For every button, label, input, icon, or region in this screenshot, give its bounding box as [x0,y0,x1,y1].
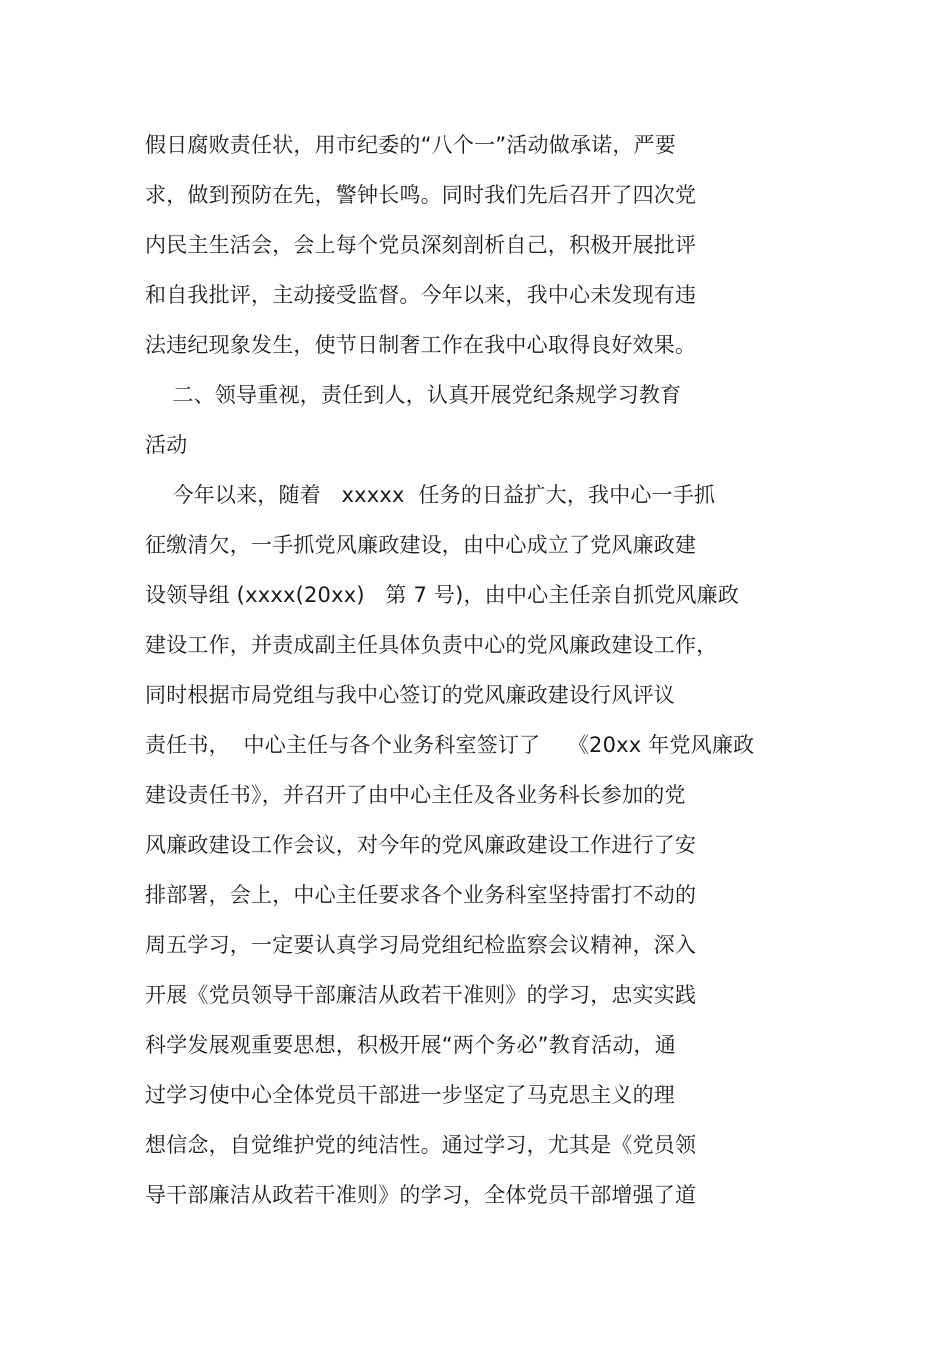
text-line: 导干部廉洁从政若干准则》的学习，全体党员干部增强了道 [145,1183,697,1207]
text-line: 求，做到预防在先，警钟长鸣。同时我们先后召开了四次党 [145,183,697,207]
text-line: 内民主生活会，会上每个党员深刻剖析自己，积极开展批评 [145,233,697,257]
text-line: 建设工作，并责成副主任具体负责中心的党风廉政建设工作， [145,633,718,657]
text-line: 征缴清欠，一手抓党风廉政建设，由中心成立了党风廉政建 [145,533,697,557]
text-line: 过学习使中心全体党员干部进一步坚定了马克思主义的理 [145,1083,675,1107]
text-line: 周五学习，一定要认真学习局党组纪检监察会议精神，深入 [145,933,697,957]
text-line: 和自我批评，主动接受监督。今年以来，我中心未发现有违 [145,283,697,307]
text-line: 同时根据市局党组与我中心签订的党风廉政建设行风评议 [145,683,675,707]
section-heading-line: 二、领导重视，责任到人，认真开展党纪条规学习教育 [145,383,682,407]
text-line: 假日腐败责任状，用市纪委的“八个一”活动做承诺，严要 [145,133,676,157]
text-line: 科学发展观重要思想，积极开展“两个务必”教育活动，通 [145,1033,676,1057]
section-heading-line: 活动 [145,433,188,457]
text-line: 想信念，自觉维护党的纯洁性。通过学习，尤其是《党员领 [145,1133,697,1157]
text-line: 法违纪现象发生，使节日制奢工作在我中心取得良好效果。 [145,333,697,357]
text-line: 今年以来，随着 xxxxx 任务的日益扩大，我中心一手抓 [145,483,716,507]
text-line: 排部署，会上，中心主任要求各个业务科室坚持雷打不动的 [145,883,697,907]
document-body [145,120,825,1220]
text-line: 责任书， 中心主任与各个业务科室签订了 《20xx 年党风廉政 [145,733,755,757]
text-line: 设领导组 (xxxx(20xx) 第 7 号)，由中心主任亲自抓党风廉政 [145,583,740,607]
text-line: 风廉政建设工作会议，对今年的党风廉政建设工作进行了安 [145,833,697,857]
text-line: 开展《党员领导干部廉洁从政若干准则》的学习，忠实实践 [145,983,697,1007]
text-line: 建设责任书》，并召开了由中心主任及各业务科长参加的党 [145,783,686,807]
